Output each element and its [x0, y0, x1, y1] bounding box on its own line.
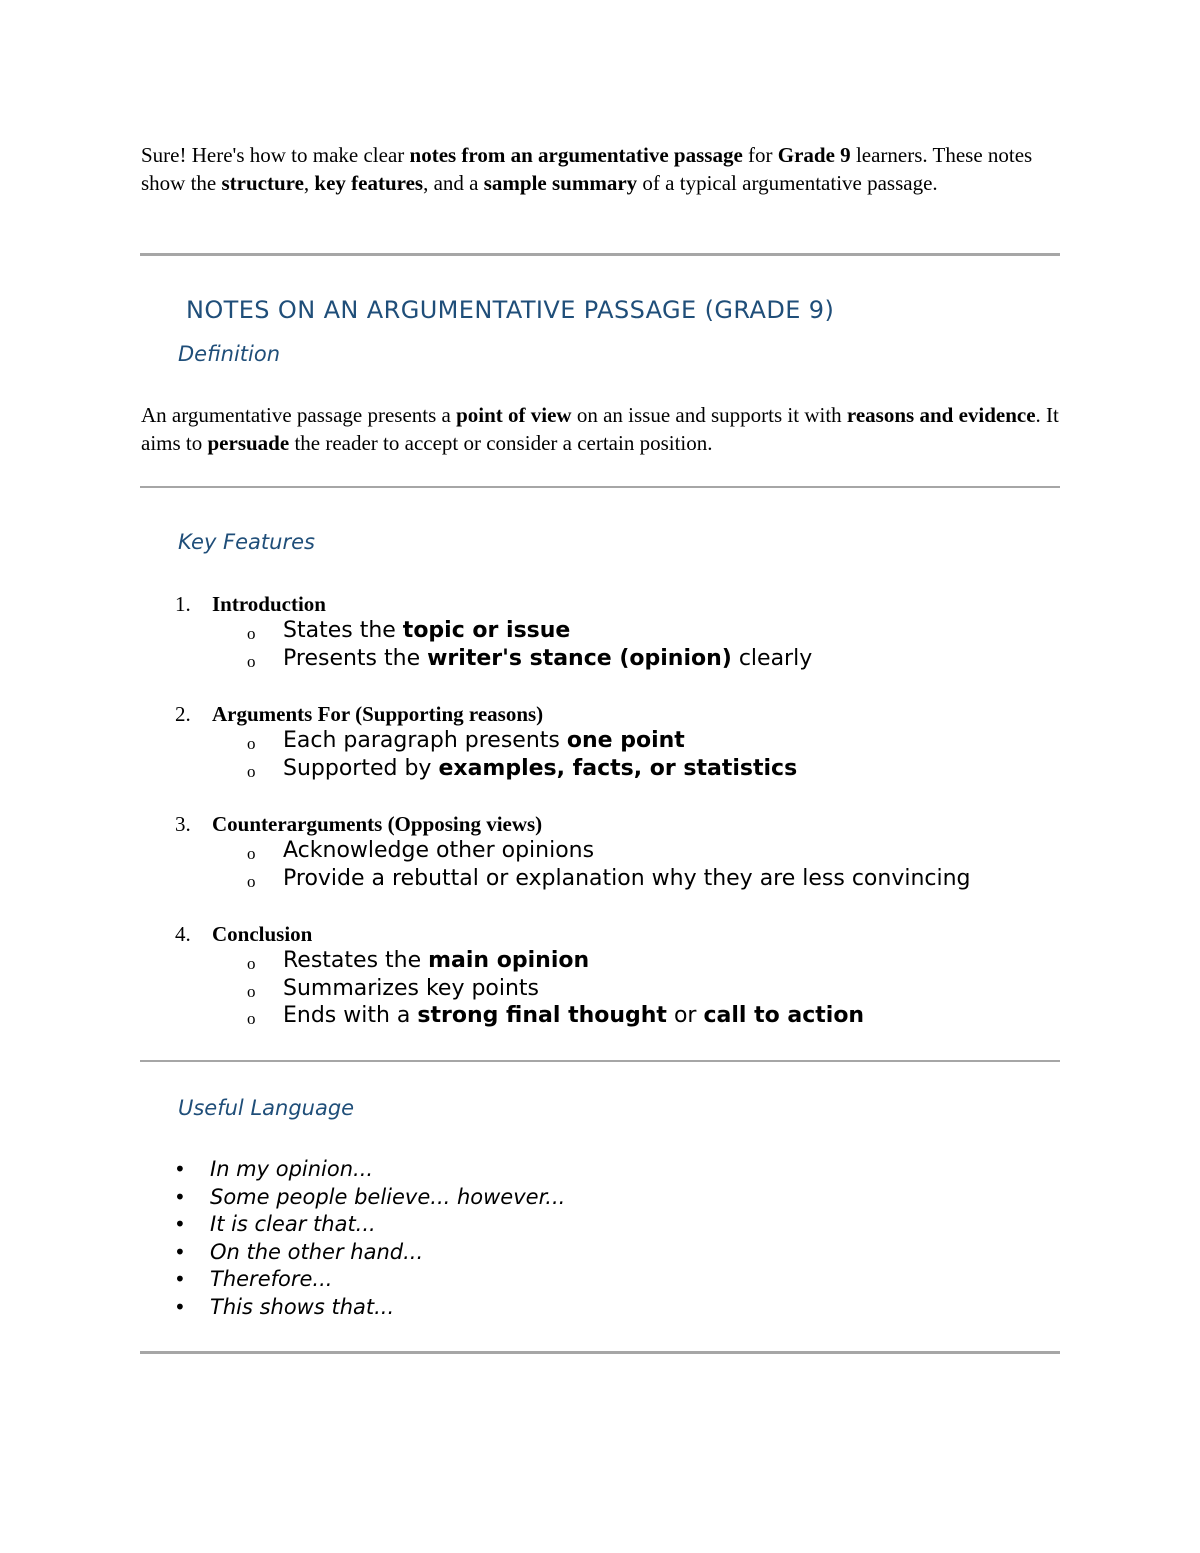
circle-bullet-icon: o [247, 871, 256, 891]
feature-sub-item: o Each paragraph presents one point [175, 727, 1075, 755]
key-features-heading: Key Features [178, 530, 315, 554]
feature-title: Introduction [212, 592, 326, 616]
feature-sub-item: o Ends with a strong final thought or call to action [175, 1002, 1075, 1030]
feature-number: 4. [175, 922, 191, 946]
feature-sub-item: o Acknowledge other opinions [175, 837, 1075, 865]
list-item: • It is clear that... [170, 1211, 1070, 1239]
circle-bullet-icon: o [247, 761, 256, 781]
page-title: NOTES ON AN ARGUMENTATIVE PASSAGE (GRADE 9) [186, 296, 835, 324]
circle-bullet-icon: o [247, 981, 256, 1001]
circle-bullet-icon: o [247, 734, 256, 753]
list-item: • Some people believe... however... [170, 1184, 1070, 1212]
feature-sub-item: o Presents the writer's stance (opinion) clearly [175, 645, 1075, 673]
list-item: • Therefore... [170, 1266, 1070, 1294]
feature-sub-item: o States the topic or issue [175, 617, 1075, 645]
bullet-icon: • [174, 1212, 186, 1236]
circle-bullet-icon: o [247, 844, 256, 863]
useful-language-heading: Useful Language [178, 1096, 355, 1120]
bullet-icon: • [174, 1239, 186, 1264]
feature-title: Arguments For (Supporting reasons) [212, 702, 544, 726]
feature-title: Conclusion [212, 922, 313, 946]
feature-item-conclusion [175, 921, 1075, 1030]
list-item: • On the other hand... [170, 1239, 1070, 1267]
feature-item-counterarguments [175, 811, 1075, 892]
list-item: • This shows that... [170, 1294, 1070, 1322]
circle-bullet-icon: o [247, 1009, 256, 1028]
horizontal-rule [140, 253, 1060, 256]
horizontal-rule [140, 1060, 1060, 1062]
bullet-icon: • [174, 1267, 186, 1291]
feature-sub-item: o Restates the main opinion [175, 947, 1075, 975]
useful-language-list [170, 1156, 1070, 1321]
feature-sub-item: o Summarizes key points [175, 975, 1075, 1003]
definition-text: An argumentative passage presents a point of view on an issue and supports it with reasons and evidence. It aims to persuade the reader to accept or consider a certain position. [141, 403, 1059, 455]
intro-paragraph: Sure! Here's how to make clear notes from an argumentative passage for Grade 9 learners. These notes show the structure, key features, and a sample summary of a typical argumentative passage. [141, 143, 1033, 195]
feature-number: 1. [175, 592, 191, 616]
bullet-icon: • [174, 1157, 186, 1181]
horizontal-rule [140, 1351, 1060, 1354]
feature-title: Counterarguments (Opposing views) [212, 812, 543, 836]
list-item: • In my opinion... [170, 1156, 1070, 1184]
horizontal-rule [140, 486, 1060, 488]
bullet-icon: • [174, 1184, 186, 1209]
circle-bullet-icon: o [247, 651, 256, 671]
feature-number: 2. [175, 702, 191, 726]
circle-bullet-icon: o [247, 954, 256, 973]
definition-heading: Definition [178, 342, 281, 366]
circle-bullet-icon: o [247, 624, 256, 643]
feature-item-introduction [175, 591, 1075, 672]
feature-number: 3. [175, 812, 191, 836]
feature-sub-item: o Supported by examples, facts, or statistics [175, 755, 1075, 783]
bullet-icon: • [174, 1294, 186, 1319]
feature-sub-item: o Provide a rebuttal or explanation why they are less convincing [175, 865, 1075, 893]
feature-item-arguments-for [175, 701, 1075, 782]
